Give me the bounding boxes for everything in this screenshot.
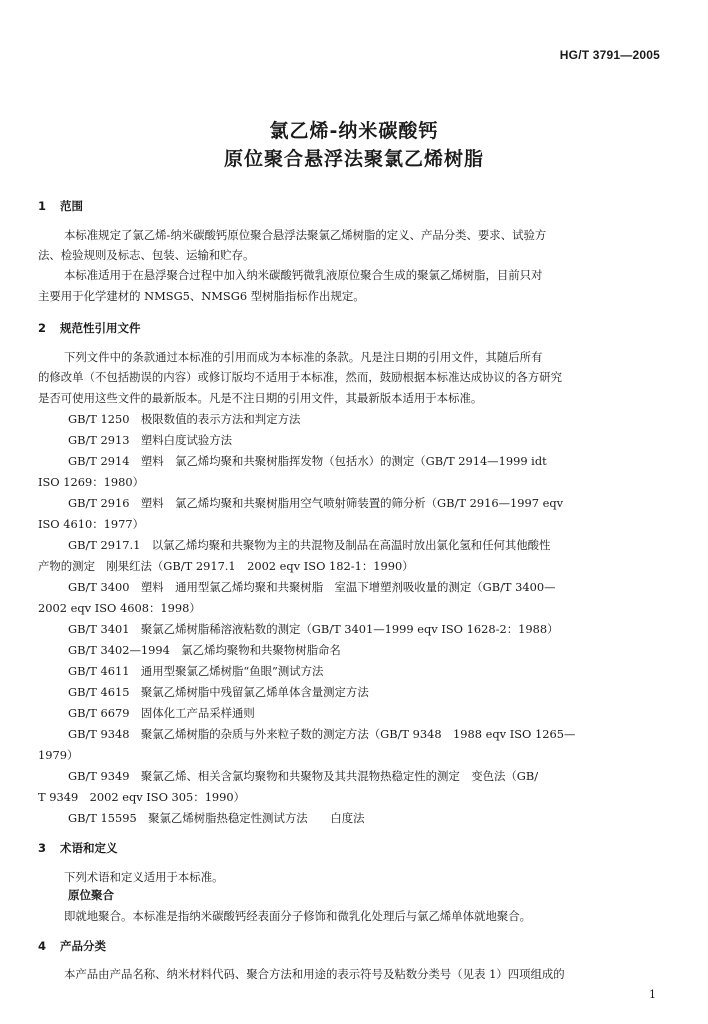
section-4-heading (38, 938, 106, 954)
reference-item: GB/T 3400 塑料 通用型氯乙烯均聚和共聚树脂 室温下增塑剂吸收量的测定（GB/T 3400— (68, 580, 556, 594)
reference-item: GB/T 4615 聚氯乙烯树脂中残留氯乙烯单体含量测定方法 (68, 685, 369, 699)
reference-item: GB/T 3402—1994 氯乙烯均聚物和共聚物树脂命名 (68, 643, 341, 657)
section-number: 3 (38, 841, 47, 855)
section-title: 产品分类 (60, 939, 106, 953)
reference-item-continued: 1979） (38, 748, 79, 762)
reference-item-continued: 2002 eqv ISO 4608：1998） (38, 601, 201, 615)
reference-item: GB/T 2914 塑料 氯乙烯均聚和共聚树脂挥发物（包括水）的测定（GB/T 2914—1999 idt (68, 454, 547, 468)
paragraph-line: 是否可使用这些文件的最新版本。凡是不注日期的引用文件，其最新版本适用于本标准。 (38, 391, 483, 405)
paragraph-line: 本标准适用于在悬浮聚合过程中加入纳米碳酸钙微乳液原位聚合生成的聚氯乙烯树脂，目前只对 (64, 268, 543, 282)
term-heading: 原位聚合 (68, 888, 114, 902)
reference-item: GB/T 2913 塑料白度试验方法 (68, 433, 233, 447)
paragraph-line: 下列术语和定义适用于本标准。 (64, 870, 224, 884)
paragraph-line: 法、检验规则及标志、包装、运输和贮存。 (38, 248, 255, 262)
reference-item-continued: 产物的测定 刚果红法（GB/T 2917.1 2002 eqv ISO 182-1：1990） (38, 559, 414, 573)
reference-item-continued: ISO 4610：1977） (38, 517, 145, 531)
reference-item: GB/T 1250 极限数值的表示方法和判定方法 (68, 412, 301, 426)
paragraph-line: 本标准规定了氯乙烯-纳米碳酸钙原位聚合悬浮法聚氯乙烯树脂的定义、产品分类、要求、试验方 (64, 228, 547, 242)
reference-item: GB/T 15595 聚氯乙烯树脂热稳定性测试方法 白度法 (68, 811, 365, 825)
reference-item: GB/T 2916 塑料 氯乙烯均聚和共聚树脂用空气喷射筛装置的筛分析（GB/T 2916—1997 eqv (68, 496, 564, 510)
paragraph-line: 下列文件中的条款通过本标准的引用而成为本标准的条款。凡是注日期的引用文件，其随后所有 (64, 350, 543, 364)
section-number: 4 (38, 939, 47, 953)
document-code: HG/T 3791—2005 (559, 48, 660, 62)
section-number: 2 (38, 321, 47, 335)
section-3-heading (38, 840, 118, 856)
section-title: 范围 (60, 199, 83, 213)
section-number: 1 (38, 199, 47, 213)
reference-item: GB/T 9349 聚氯乙烯、相关含氯均聚物和共聚物及其共混物热稳定性的测定 变色法（GB/ (68, 769, 539, 783)
document-title-line-2: 原位聚合悬浮法聚氯乙烯树脂 (223, 148, 484, 170)
reference-item: GB/T 3401 聚氯乙烯树脂稀溶液粘数的测定（GB/T 3401—1999 eqv ISO 1628-2：1988） (68, 622, 559, 636)
paragraph-line: 主要用于化学建材的 NMSG5、NMSG6 型树脂指标作出规定。 (38, 289, 365, 303)
reference-item: GB/T 4611 通用型聚氯乙烯树脂“鱼眼”测试方法 (68, 664, 324, 678)
reference-item-continued: T 9349 2002 eqv ISO 305：1990） (38, 790, 246, 804)
page-number: 1 (649, 988, 656, 1001)
paragraph-line: 本产品由产品名称、纳米材料代码、聚合方法和用途的表示符号及粘数分类号（见表 1）四项组成的 (64, 967, 565, 981)
section-1-heading (38, 198, 83, 214)
term-definition: 即就地聚合。本标准是指纳米碳酸钙经表面分子修饰和微乳化处理后与氯乙烯单体就地聚合。 (64, 909, 532, 923)
reference-item: GB/T 2917.1 以氯乙烯均聚和共聚物为主的共混物及制品在高温时放出氯化氢和任何其他酸性 (68, 538, 551, 552)
reference-item-continued: ISO 1269：1980） (38, 475, 145, 489)
paragraph-line: 的修改单（不包括勘误的内容）或修订版均不适用于本标准，然而，鼓励根据本标准达成协议的各方研究 (38, 370, 562, 384)
section-title: 术语和定义 (60, 841, 118, 855)
reference-item: GB/T 6679 固体化工产品采样通则 (68, 706, 255, 720)
document-title-line-1: 氯乙烯-纳米碳酸钙 (269, 120, 439, 142)
reference-item: GB/T 9348 聚氯乙烯树脂的杂质与外来粒子数的测定方法（GB/T 9348 1988 eqv ISO 1265— (68, 727, 576, 741)
section-2-heading (38, 320, 141, 336)
section-title: 规范性引用文件 (60, 321, 141, 335)
